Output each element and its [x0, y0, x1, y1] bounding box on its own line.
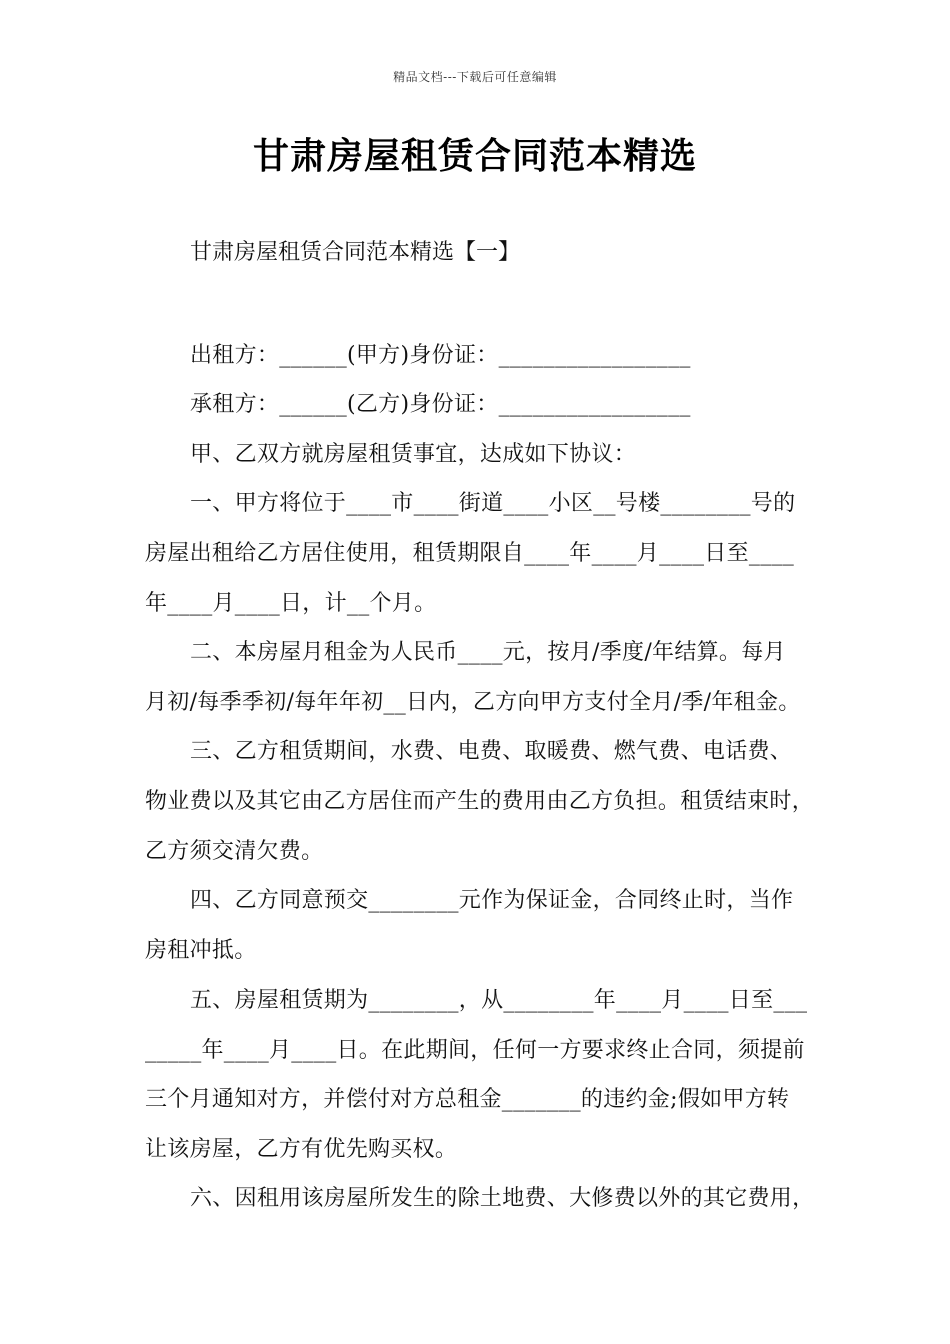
clause-5-line-3: 三个月通知对方，并偿付对方总租金_______的违约金;假如甲方转	[145, 1087, 790, 1112]
clause-5-line-4: 让该房屋，乙方有优先购买权。	[145, 1137, 458, 1162]
clause-1-line-1: 一、甲方将位于____市____街道____小区__号楼________号的	[190, 491, 796, 516]
clause-4-line-2: 房租冲抵。	[145, 938, 257, 963]
clause-2-line-1: 二、本房屋月租金为人民币____元，按月/季度/年结算。每月	[190, 640, 786, 665]
clause-2-line-2: 月初/每季季初/每年年初__日内，乙方向甲方支付全月/季/年租金。	[145, 690, 801, 715]
clause-5-line-2: _____年____月____日。在此期间，任何一方要求终止合同，须提前	[145, 1038, 805, 1063]
clause-3-line-2: 物业费以及其它由乙方居住而产生的费用由乙方负担。租赁结束时，	[145, 789, 815, 814]
header-note: 精品文档---下载后可任意编辑	[393, 70, 557, 84]
agreement-intro: 甲、乙双方就房屋租赁事宜，达成如下协议：	[190, 442, 637, 467]
clause-3-line-1: 三、乙方租赁期间，水费、电费、取暖费、燃气费、电话费、	[190, 739, 793, 764]
clause-3-line-3: 乙方须交清欠费。	[145, 839, 324, 864]
clause-5-line-1: 五、房屋租赁期为________，从________年____月____日至___	[190, 988, 808, 1013]
document-title: 甘肃房屋租赁合同范本精选	[252, 135, 697, 177]
clause-1-line-2: 房屋出租给乙方居住使用，租赁期限自____年____月____日至____	[145, 541, 795, 566]
lessee-line: 承租方：______(乙方)身份证：_________________	[190, 392, 691, 417]
clause-1-line-3: 年____月____日，计__个月。	[145, 591, 437, 616]
clause-4-line-1: 四、乙方同意预交________元作为保证金，合同终止时，当作	[190, 888, 794, 913]
clause-6-line-1: 六、因租用该房屋所发生的除土地费、大修费以外的其它费用，	[190, 1186, 815, 1211]
section-heading: 甘肃房屋租赁合同范本精选【一】	[190, 240, 521, 265]
lessor-line: 出租方：______(甲方)身份证：_________________	[190, 343, 691, 368]
